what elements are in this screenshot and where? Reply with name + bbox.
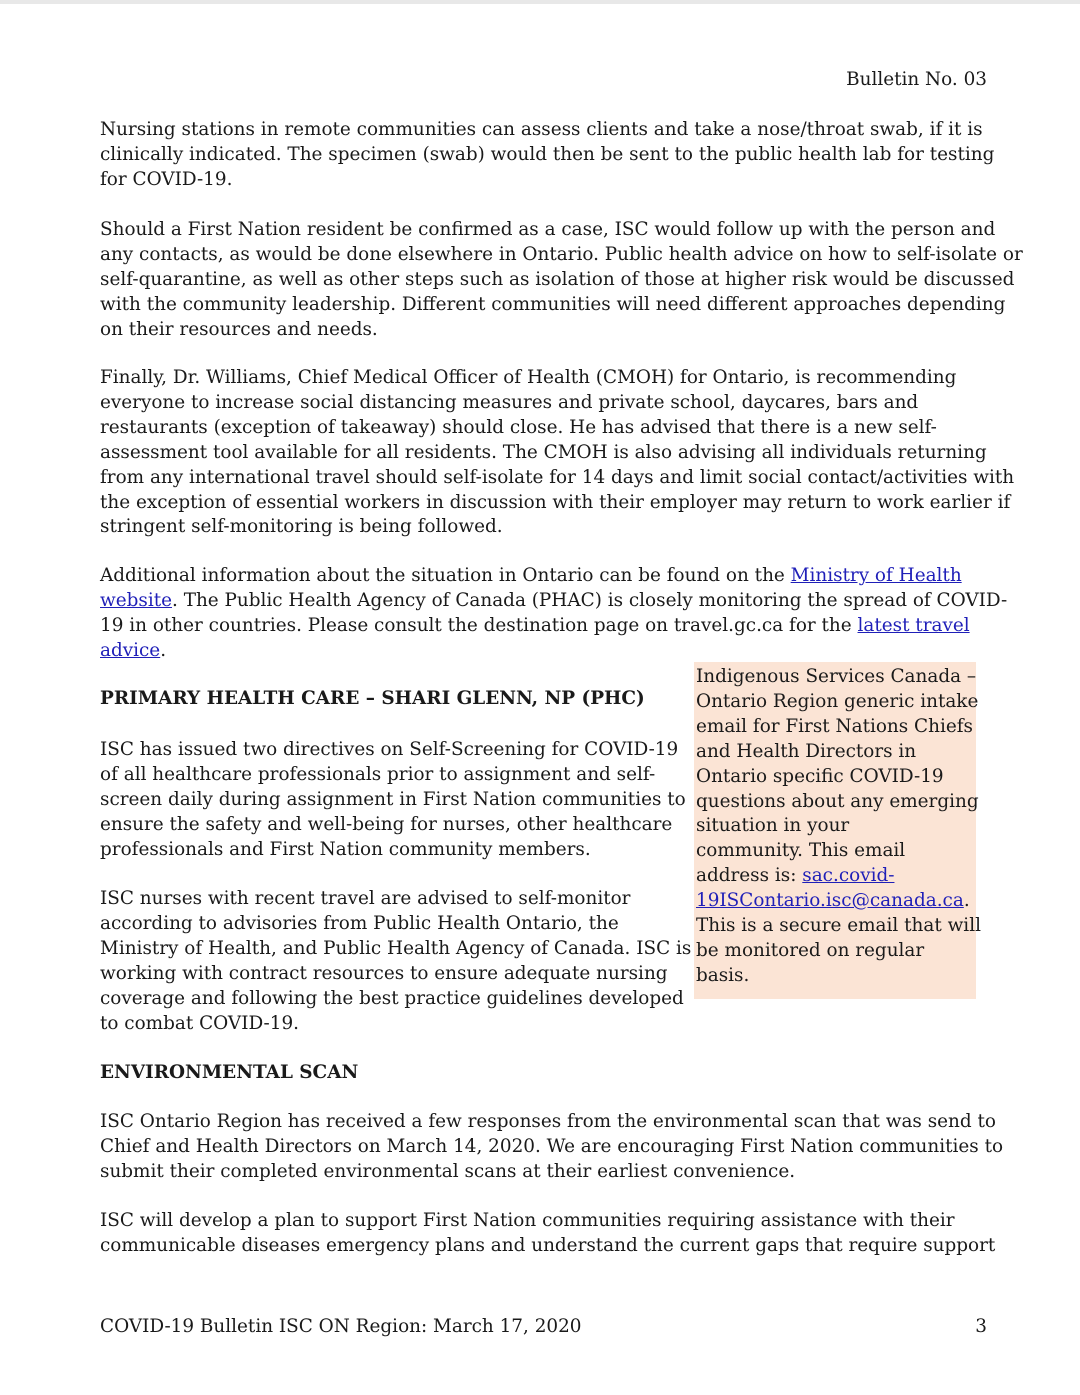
text-line: any contacts, as would be done elsewhere in Ontario. Public health advice on how to self-isolate or xyxy=(100,243,1023,265)
text-line: of all healthcare professionals prior to assignment and self- xyxy=(100,763,656,785)
text-line: ensure the safety and well-being for nurses, other healthcare xyxy=(100,813,673,835)
text-line: ISC Ontario Region has received a few responses from the environmental scan that was send to xyxy=(100,1111,996,1132)
paragraph-confirmed-case xyxy=(100,218,1023,343)
text-line xyxy=(100,589,1007,614)
text-line: and Health Directors in xyxy=(696,740,917,762)
text-line: Indigenous Services Canada – xyxy=(696,666,977,687)
paragraph-phc-nurses-travel xyxy=(100,887,691,1036)
text-line: coverage and following the best practice guidelines developed xyxy=(100,987,684,1009)
latest-travel-advice-link-continued[interactable]: advice xyxy=(100,639,161,661)
text-segment: . The Public Health Agency of Canada (PHAC) is closely monitoring the spread of COVID- xyxy=(172,589,1008,611)
text-line xyxy=(100,614,1007,639)
text-segment: address is: xyxy=(696,865,803,887)
text-line: situation in your xyxy=(696,815,850,837)
footer-title: COVID-19 Bulletin ISC ON Region: March 17, 2020 xyxy=(100,1316,582,1337)
text-line: ISC has issued two directives on Self-Screening for COVID-19 xyxy=(100,739,679,760)
text-segment: 19 in other countries. Please consult the destination page on travel.gc.ca for the xyxy=(100,614,858,636)
text-line: professionals and First Nation community members. xyxy=(100,838,591,860)
text-line: submit their completed environmental scans at their earliest convenience. xyxy=(100,1160,796,1182)
ministry-of-health-website-link[interactable]: website xyxy=(100,589,172,611)
text-line: from any international travel should self-isolate for 14 days and limit social contact/activities with xyxy=(100,466,1015,488)
text-line: assessment tool available for all residents. The CMOH is also advising all individuals returning xyxy=(100,441,987,463)
text-line: Finally, Dr. Williams, Chief Medical Officer of Health (CMOH) for Ontario, is recommending xyxy=(100,367,957,388)
text-line xyxy=(696,889,976,914)
text-line: on their resources and needs. xyxy=(100,318,378,340)
section-heading-environmental-scan: ENVIRONMENTAL SCAN xyxy=(100,1062,359,1083)
text-line: Ontario Region generic intake xyxy=(696,690,979,712)
text-line: be monitored on regular xyxy=(696,939,925,961)
intake-email-link-continued[interactable]: 19ISContario.isc@canada.ca xyxy=(696,890,964,912)
paragraph-nursing-stations xyxy=(100,118,994,193)
text-segment: . xyxy=(963,890,970,912)
text-line: clinically indicated. The specimen (swab) would then be sent to the public health lab for testing xyxy=(100,143,995,165)
text-line: with the community leadership. Different communities will need different approaches depending xyxy=(100,293,1006,315)
text-line: Should a First Nation resident be confirmed as a case, ISC would follow up with the person and xyxy=(100,219,996,240)
text-line: ISC nurses with recent travel are advised to self-monitor xyxy=(100,888,631,909)
paragraph-env-scan-plan xyxy=(100,1209,995,1259)
text-line: for COVID-19. xyxy=(100,168,233,190)
text-line: communicable diseases emergency plans and understand the current gaps that require support xyxy=(100,1234,996,1256)
text-line xyxy=(100,639,1007,664)
top-edge-bar xyxy=(0,0,1080,4)
intake-email-callout-box xyxy=(694,662,981,999)
page-number: 3 xyxy=(975,1316,987,1337)
text-line xyxy=(696,864,976,889)
ministry-of-health-link[interactable]: Ministry of Health xyxy=(790,565,962,586)
paragraph-phc-directives xyxy=(100,738,686,863)
text-line: ISC will develop a plan to support First Nation communities requiring assistance with their xyxy=(100,1210,955,1231)
text-line: stringent self-monitoring is being followed. xyxy=(100,516,503,538)
text-line: according to advisories from Public Health Ontario, the xyxy=(100,912,619,934)
text-line: to combat COVID-19. xyxy=(100,1012,300,1034)
text-line: the exception of essential workers in discussion with their employer may return to work earlier if xyxy=(100,491,1011,513)
text-line: restaurants (exception of takeaway) should close. He has advised that there is a new self- xyxy=(100,416,937,438)
text-line xyxy=(100,564,1007,589)
section-heading-primary-health-care: PRIMARY HEALTH CARE – SHARI GLENN, NP (PHC) xyxy=(100,688,645,709)
text-line: basis. xyxy=(696,964,750,986)
text-line: email for First Nations Chiefs xyxy=(696,715,973,737)
text-line: Chief and Health Directors on March 14, 2020. We are encouraging First Nation communities to xyxy=(100,1135,1004,1157)
latest-travel-advice-link[interactable]: latest travel xyxy=(857,614,970,636)
text-line: community. This email xyxy=(696,840,906,862)
text-line: working with contract resources to ensure adequate nursing xyxy=(100,962,668,984)
text-line: Ontario specific COVID-19 xyxy=(696,765,944,787)
text-segment: Additional information about the situation in Ontario can be found on the xyxy=(100,565,791,586)
paragraph-cmoh xyxy=(100,366,1014,540)
paragraph-env-scan-responses xyxy=(100,1110,1003,1185)
intake-email-link[interactable]: sac.covid- xyxy=(802,865,895,887)
bulletin-number: Bulletin No. 03 xyxy=(846,69,987,90)
text-line: screen daily during assignment in First Nation communities to xyxy=(100,788,686,810)
text-line: Ministry of Health, and Public Health Agency of Canada. ISC is xyxy=(100,937,692,959)
text-line: Nursing stations in remote communities can assess clients and take a nose/throat swab, if it is xyxy=(100,119,983,140)
text-line: everyone to increase social distancing measures and private school, daycares, bars and xyxy=(100,391,919,413)
text-line: questions about any emerging xyxy=(696,790,979,812)
text-segment: . xyxy=(160,639,167,661)
text-line: This is a secure email that will xyxy=(696,915,981,937)
paragraph-additional-info xyxy=(100,564,1007,664)
text-line: self-quarantine, as well as other steps such as isolation of those at higher risk would be discussed xyxy=(100,268,1015,290)
